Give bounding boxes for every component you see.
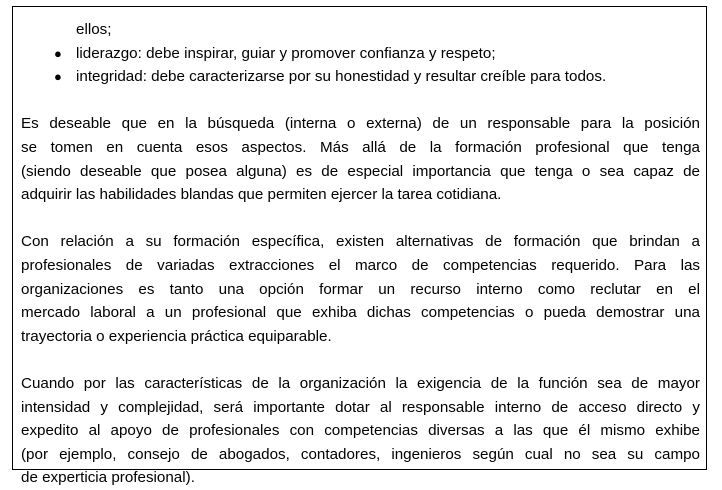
- text-line: mercado laboral a un profesional que exhiba dichas competencias o pueda demostrar una: [21, 304, 700, 322]
- list-item-text: ellos;: [76, 21, 112, 38]
- text-line: se tomen en cuenta esos aspectos. Más allá de la formación profesional que tenga: [21, 138, 700, 156]
- text-line: expedito al apoyo de profesionales con competencias diversas a las que él mismo exhibe: [21, 422, 700, 440]
- paragraph: [21, 230, 700, 348]
- text-line: (siendo deseable que posea alguna) es de especial importancia que tenga o sea capaz de: [21, 162, 700, 180]
- text-line: intensidad y complejidad, será importante dotar al responsable interno de acceso directo y: [21, 398, 700, 416]
- bullet-list: [21, 18, 700, 89]
- list-item: [21, 42, 700, 66]
- list-item: [21, 65, 700, 89]
- text-line: profesionales de variadas extracciones el marco de competencias requerido. Para las: [21, 256, 700, 274]
- document-body: [21, 18, 700, 490]
- paragraph: [21, 112, 700, 206]
- text-line: de experticia profesional).: [21, 469, 195, 487]
- text-line: Con relación a su formación específica, existen alternativas de formación que brindan a: [21, 233, 700, 251]
- text-line: Cuando por las características de la organización la exigencia de la función sea de mayor: [21, 374, 700, 392]
- document-frame: [12, 6, 707, 487]
- list-item-text: integridad: debe caracterizarse por su honestidad y resultar creíble para todos.: [76, 68, 607, 86]
- text-line: trayectoria o experiencia práctica equiparable.: [21, 327, 332, 345]
- text-line: Es deseable que en la búsqueda (interna o externa) de un responsable para la posición: [21, 115, 700, 133]
- bullet-icon: ●: [54, 45, 62, 61]
- paragraph: [21, 372, 700, 490]
- list-item-text: liderazgo: debe inspirar, guiar y promover confianza y respeto;: [76, 44, 496, 62]
- text-line: adquirir las habilidades blandas que permiten ejercer la tarea cotidiana.: [21, 186, 502, 204]
- bullet-icon: ●: [54, 69, 62, 85]
- text-line: organizaciones es tanto una opción formar un recurso interno como reclutar en el: [21, 280, 700, 298]
- text-line: (por ejemplo, consejo de abogados, contadores, ingenieros según cual no sea su campo: [21, 445, 700, 463]
- list-item-continuation: [21, 18, 700, 42]
